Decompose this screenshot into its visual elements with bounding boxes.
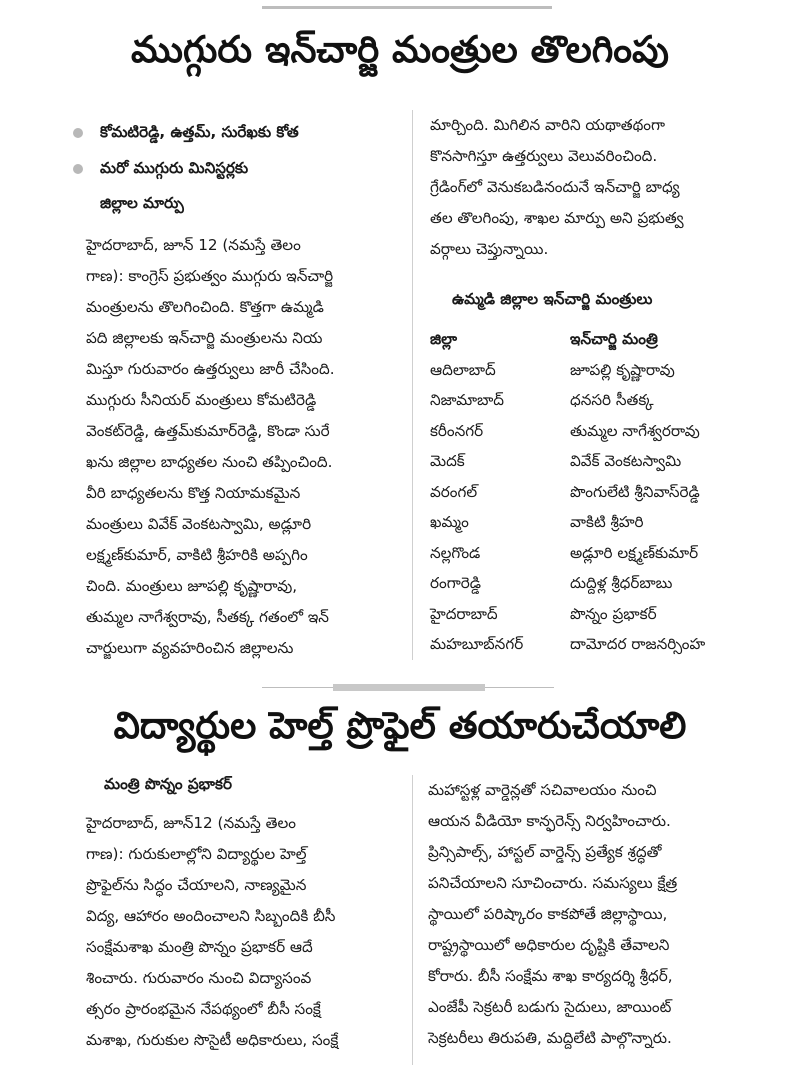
district-cell: హైదరాబాద్ [430, 604, 498, 623]
text-line: మశాఖ, గురుకుల సొసైటీ అధికారులు, సంక్షే [86, 1031, 339, 1049]
minister-cell: దుద్దిళ్ల శ్రీధర్‌బాబు [570, 574, 673, 593]
text-line: పనిచేయాలని సూచించారు. సమస్యలు క్షేత్ర [428, 874, 678, 892]
text-line: మహాస్టళ్ల వార్డెన్లతో సచివాలయం నుంచి [428, 781, 657, 799]
minister-cell: తుమ్మల నాగేశ్వరరావు [570, 421, 700, 440]
highlight-text: మరో ముగ్గురు మినిస్టర్లకు [100, 159, 249, 177]
text-line: పది జిల్లాలకు ఇన్‌చార్జి మంత్రులను నియ [86, 329, 323, 347]
district-cell: మహబూబ్‌నగర్ [430, 635, 524, 654]
table-row [430, 357, 705, 388]
top-divider [262, 6, 552, 9]
text-line: గ్రేడింగ్‌లో వెనుకబడినందునే ఇన్‌చార్జి బాధ్య [430, 178, 680, 196]
text-line: తుమ్మల నాగేశ్వరావు, సీతక్క గతంలో ఇన్ [86, 608, 329, 626]
text-line: కోరారు. బీసీ సంక్షేమ శాఖ కార్యదర్శి శ్రీధర్, [428, 967, 673, 985]
text-line: శించారు. గురువారం నుంచి విద్యాసంవ [86, 969, 312, 987]
minister-cell: వాకిటి శ్రీహరి [570, 513, 644, 532]
article2-byline: మంత్రి పొన్నం ప్రభాకర్ [104, 775, 232, 793]
district-cell: రంగారెడ్డి [430, 574, 481, 593]
minister-cell: ధనసరి సీతక్క [570, 391, 654, 410]
highlight-text: జిల్లాల మార్పు [100, 194, 184, 212]
text-line: చింది. మంత్రులు జూపల్లి కృష్ణారావు, [86, 577, 298, 595]
minister-cell: వివేక్ వెంకటస్వామి [570, 452, 682, 471]
text-line: సంక్షేమశాఖ మంత్రి పొన్నం ప్రభాకర్ ఆదే [86, 938, 313, 956]
table-row [430, 570, 705, 601]
district-cell: నిజామాబాద్ [430, 391, 505, 410]
table-row [430, 509, 705, 540]
text-line: కొనసాగిస్తూ ఉత్తర్వులు వెలువరించింది. [430, 147, 658, 165]
text-line: ముగ్గురు సీనియర్ మంత్రులు కోమటిరెడ్డి [86, 391, 317, 409]
article1-highlights [70, 114, 299, 220]
incharge-table-title: ఉమ్మడి జిల్లాల ఇన్‌చార్జి మంత్రులు [452, 290, 653, 308]
article1-headline: ముగ్గురు ఇన్‌చార్జి మంత్రుల తొలగింపు [131, 28, 669, 71]
bullet-icon [73, 164, 83, 174]
table-row [430, 418, 705, 449]
column-header-district: జిల్లా [430, 330, 458, 349]
table-row [430, 631, 705, 662]
table-row [430, 387, 705, 418]
text-line: ఆయన వీడియో కాన్ఫరెన్స్ నిర్వహించారు. [428, 812, 671, 830]
text-line: మంత్రులను తొలగించింది. కొత్తగా ఉమ్మడి [86, 298, 324, 316]
text-line: మంత్రులు వివేక్ వెంకటస్వామి, అడ్లూరి [86, 515, 312, 533]
district-cell: మెదక్ [430, 452, 465, 471]
text-line: హైదరాబాద్, జూన్12 (నమస్తే తెలం [86, 814, 296, 832]
text-line: వర్గాలు చెప్తున్నాయి. [430, 240, 549, 258]
text-line: ఖను జిల్లాల బాధ్యతల నుంచి తప్పించింది. [86, 453, 333, 471]
district-cell: కరీంనగర్ [430, 421, 484, 440]
section-divider [333, 684, 485, 691]
text-line: వీరి బాధ్యతలను కొత్త నియామకమైన [86, 484, 301, 502]
text-line: చార్జులుగా వ్యవహరించిన జిల్లాలను [86, 639, 294, 657]
table-row [430, 448, 705, 479]
text-line: లక్ష్మణ్‌కుమార్, వాకిటి శ్రీహరికి అప్పగిం [86, 546, 308, 564]
column-divider [412, 110, 413, 660]
minister-cell: అడ్లూరి లక్ష్మణ్‌కుమార్ [570, 543, 699, 562]
text-line: మిస్తూ గురువారం ఉత్తర్వులు జారీ చేసింది. [86, 360, 335, 378]
column-header-minister: ఇన్‌చార్జి మంత్రి [570, 330, 658, 349]
minister-cell: పొంగులేటి శ్రీనివాస్‌రెడ్డి [570, 482, 700, 501]
table-row [430, 601, 705, 632]
article2-right-column [428, 775, 677, 1054]
column-divider [412, 775, 413, 1065]
text-line: ప్రిన్సిపాల్స్, హాస్టల్ వార్డెన్స్ ప్రత్యేక శ్రద్ధతో [428, 843, 662, 861]
article1-left-column [86, 230, 335, 664]
text-line: హైదరాబాద్, జూన్ 12 (నమస్తే తెలం [86, 236, 301, 254]
minister-cell: పొన్నం ప్రభాకర్ [570, 604, 657, 623]
text-line: ప్రొఫైల్‌ను సిద్ధం చేయాలని, నాణ్యమైన [86, 876, 307, 894]
district-cell: నల్లగొండ [430, 543, 481, 562]
district-cell: ఖమ్మం [430, 513, 469, 532]
minister-cell: దామోదర రాజనర్సింహ [570, 635, 706, 654]
text-line: విద్య, ఆహారం అందించాలని సిబ్బందికి బీసీ [86, 907, 336, 925]
table-header-row [430, 326, 705, 357]
highlight-text: కోమటిరెడ్డి, ఉత్తమ్, సురేఖకు కోత [100, 123, 299, 141]
district-cell: వరంగల్ [430, 482, 478, 501]
text-line: గాణ): కాంగ్రెస్ ప్రభుత్వం ముగ్గురు ఇన్‌చార్జి [86, 267, 334, 285]
text-line: తల తొలగింపు, శాఖల మార్పు అని ప్రభుత్వ [430, 209, 684, 227]
text-line: రాష్ట్రస్థాయిలో అధికారుల దృష్టికి తేవాలని [428, 936, 670, 954]
highlight-item [70, 114, 299, 150]
article1-right-column [430, 110, 684, 265]
text-line: ఎంజేపీ సెక్రటరీ బడుగు సైదులు, జాయింట్ [428, 998, 672, 1016]
text-line: త్సరం ప్రారంభమైన నేపథ్యంలో బీసీ సంక్షే [86, 1000, 321, 1018]
text-line: స్థాయిలో పరిష్కారం కాకపోతే జిల్లాస్థాయి, [428, 905, 668, 923]
incharge-ministers-table [430, 326, 705, 662]
article2-left-column [86, 808, 338, 1056]
bullet-icon [73, 128, 83, 138]
text-line: మార్చింది. మిగిలిన వారిని యథాతథంగా [430, 116, 665, 134]
text-line: సెక్రటరీలు తిరుపతి, మద్దిలేటి పాల్గొన్నారు. [428, 1029, 672, 1047]
district-cell: ఆదిలాబాద్ [430, 360, 496, 379]
text-line: గాణ): గురుకులాల్లోని విద్యార్థుల హెల్త్ [86, 845, 307, 863]
table-row [430, 479, 705, 510]
highlight-item [70, 150, 299, 220]
minister-cell: జూపల్లి కృష్ణారావు [570, 360, 675, 379]
table-row [430, 540, 705, 571]
text-line: వెంకట్‌రెడ్డి, ఉత్తమ్‌కుమార్‌రెడ్డి, కొండా సురే [86, 422, 330, 440]
article2-headline: విద్యార్థుల హెల్త్ ప్రొఫైల్ తయారుచేయాలి [113, 704, 687, 747]
